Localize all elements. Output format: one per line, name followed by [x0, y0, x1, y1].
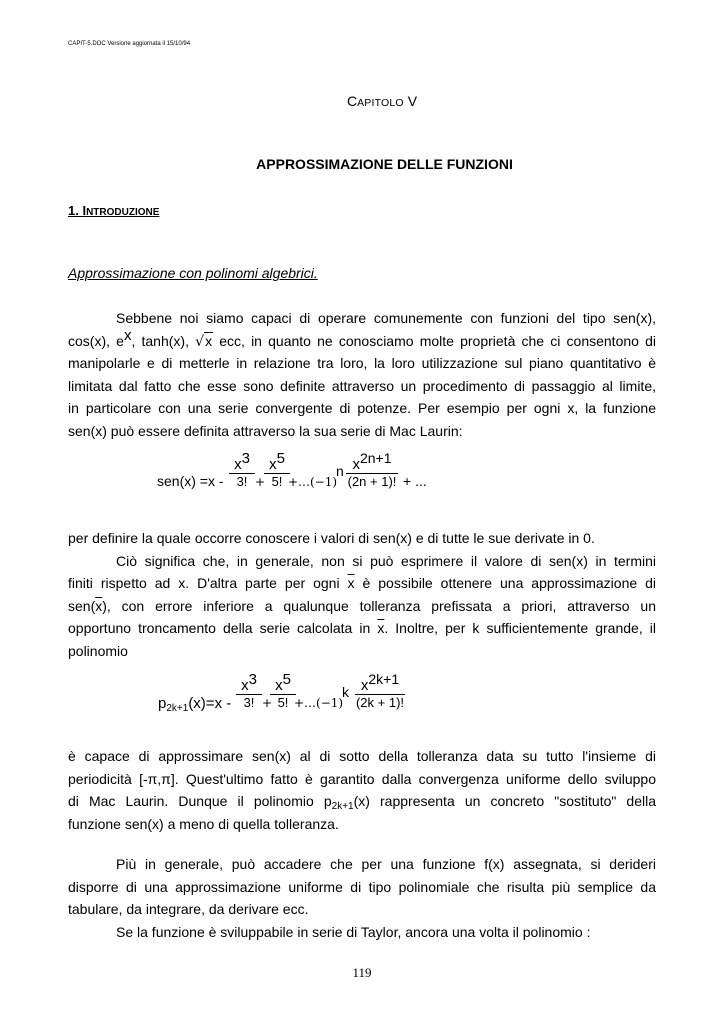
frac-den: 5!: [264, 473, 290, 489]
p2-line-1: per definire la quale occorre conoscere i valori di sen(x) e di tutte le sue derivate in 0.: [68, 530, 595, 546]
subsection-heading: Approssimazione con polinomi algebrici.: [68, 265, 318, 281]
x-bar: $\overline{x}$: [347, 575, 355, 591]
frac-num: x: [360, 677, 369, 694]
plus-sign: +: [262, 696, 273, 710]
p2-text: è possibile ottenere una approssimazione di: [354, 575, 656, 591]
paragraph-1: [68, 307, 656, 442]
fraction-x5: [270, 671, 296, 710]
page-title: APPROSSIMAZIONE DELLE FUNZIONI: [256, 156, 513, 172]
series-middle: +…(−1): [294, 696, 344, 710]
p1-line-4: limitata dal fatto che esse sono definite attraverso un procedimento di passaggio al limite,: [68, 377, 656, 394]
p4-line-3: tabulare, da integrare, da derivare ecc.: [68, 901, 309, 917]
frac-exp: 2n+1: [359, 450, 392, 466]
p3-line-3: [68, 790, 656, 813]
formula-maclaurin-sen: [0, 452, 724, 506]
sqrt-radicand: x: [205, 332, 213, 349]
fraction-x5: [264, 450, 290, 489]
frac-exp: 5: [276, 450, 285, 467]
paragraph-2: [68, 527, 656, 662]
frac-exp: 3: [241, 450, 250, 467]
p1-line-2: [68, 326, 656, 353]
formula-tail: + ...: [403, 473, 427, 489]
formula-lhs: sen(x) =x -: [157, 473, 224, 489]
p4-line-1: Più in generale, può accadere che per una funzione f(x) assegnata, si derideri: [116, 856, 656, 872]
p4-line-4: Se la funzione è sviluppabile in serie di Taylor, ancora una volta il polinomio :: [116, 923, 591, 940]
section-heading: [68, 203, 159, 218]
p2-text: ), con errore inferiore a qualunque tolleranza prefissata a priori, attraverso un: [102, 597, 656, 614]
poly-subscript: 2k+1: [166, 703, 189, 714]
frac-den: (2n + 1)!: [347, 474, 397, 489]
section-title: NTRODUZIONE: [86, 207, 160, 218]
chapter-heading: [0, 93, 724, 109]
frac-exp: 2k+1: [368, 671, 400, 687]
p1-line-1: Sebbene noi siamo capaci di operare comunemente con funzioni del tipo sen(x),: [116, 310, 656, 326]
p1-line-5: in particolare con una serie convergente di potenze. Per esempio per ogni x, la funzione: [68, 400, 656, 416]
power-k: k: [342, 684, 349, 700]
x-bar: $\overline{x}$: [95, 597, 103, 614]
series-middle: +…(−1): [288, 475, 338, 489]
p4-line-2: disporre di una approssimazione uniforme di tipo polinomiale che risulta più semplice da: [68, 878, 656, 895]
poly-p: p: [158, 695, 167, 712]
poly-lhs: (x)=x -: [188, 695, 232, 712]
p1-line-3: manipolarle e di metterle in relazione tra loro, la loro utilizzazione sul piano quantitativo è: [68, 355, 656, 371]
paragraph-3: [68, 745, 656, 835]
frac-den: (2k + 1)!: [355, 695, 405, 710]
p2-text: . Inoltre, per k sufficientemente grande, il: [384, 620, 656, 636]
p3-line-2: periodicità [-π,π]. Quest'ultimo fatto è garantito dalla convergenza uniforme dello sviluppo: [68, 770, 656, 787]
p1-text: , tanh(x),: [131, 332, 196, 349]
poly-subscript: 2k+1: [331, 801, 354, 812]
chapter-cap-first: C: [346, 93, 358, 109]
frac-den: 3!: [229, 473, 255, 489]
power-n: n: [336, 463, 344, 479]
p2-line-6: polinomio: [68, 642, 128, 659]
chapter-numeral: V: [407, 93, 418, 109]
section-number: 1. I: [68, 203, 87, 218]
p3-text: (x) rappresenta un concreto "sostituto" della: [353, 793, 656, 809]
formula-lhs: [158, 695, 231, 712]
p2-line-4: [68, 595, 656, 618]
p1-text: ecc, in quanto ne conosciamo molte proprietà che ci consentono di: [213, 332, 656, 349]
page-number: 119: [352, 965, 372, 980]
frac-num: x: [269, 456, 277, 473]
fraction-x3: [229, 450, 255, 489]
fraction-general-term: [346, 450, 398, 489]
frac-num: x: [234, 456, 242, 473]
document-header: CAPIT-5.DOC Versione aggiornata il 15/10/94: [68, 41, 191, 47]
p2-line-3: [68, 572, 656, 595]
p2-line-5: [68, 617, 656, 640]
p1-line-6: sen(x) può essere definita attraverso la sua serie di Mac Laurin:: [68, 422, 463, 439]
frac-num: x: [352, 456, 360, 473]
fraction-general-term: [355, 671, 405, 710]
formula-polynomial-p2k1: [0, 673, 724, 727]
frac-num: x: [275, 677, 283, 694]
exponent: x: [123, 326, 132, 344]
fraction-x3: [236, 671, 262, 710]
paragraph-4: [68, 853, 656, 943]
chapter-cap-rest: APITOLO: [357, 97, 404, 109]
frac-num: x: [241, 677, 249, 694]
frac-den: 5!: [270, 694, 296, 710]
p2-text: sen(: [68, 597, 96, 614]
frac-den: 3!: [236, 694, 262, 710]
p3-line-1: è capace di approssimare sen(x) al di sotto della tolleranza data su tutto l'insieme di: [68, 748, 656, 764]
p3-line-4: funzione sen(x) a meno di quella tolleranza.: [68, 815, 339, 832]
p2-text: opportuno troncamento della serie calcolata in: [68, 620, 378, 636]
sqrt-symbol: √: [195, 333, 205, 350]
p3-text: di Mac Laurin. Dunque il polinomio p: [68, 793, 332, 809]
p1-text: cos(x), e: [68, 332, 124, 349]
x-bar: $\overline{x}$: [377, 620, 385, 636]
p2-line-2: Ciò significa che, in generale, non si può esprimere il valore di sen(x) in termini: [116, 552, 656, 569]
frac-exp: 3: [248, 671, 257, 688]
plus-sign: +: [255, 475, 266, 489]
frac-exp: 5: [282, 671, 291, 688]
p2-text: finiti rispetto ad x. D'altra parte per ogni: [68, 575, 348, 591]
